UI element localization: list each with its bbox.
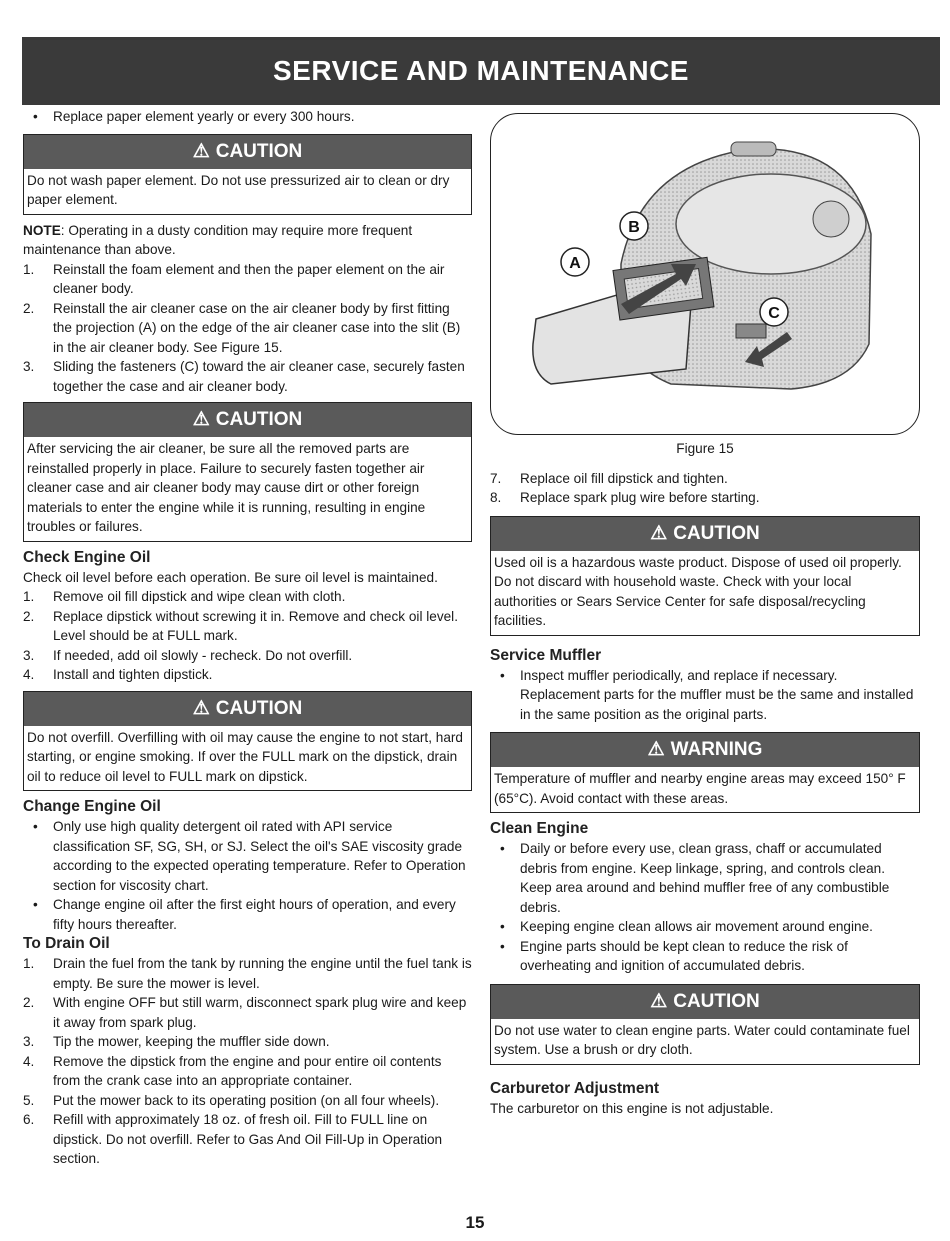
caution-box: ⚠ CAUTION Do not wash paper element. Do not use pressurized air to clean or dry paper element.	[23, 134, 472, 215]
step-list	[23, 587, 472, 685]
bullet-list	[490, 839, 920, 976]
figure-15-illustration	[490, 113, 920, 435]
warning-box: ⚠ WARNING Temperature of muffler and nearby engine areas may exceed 150° F (65°C). Avoid contact with these areas.	[490, 732, 920, 813]
section-heading: Clean Engine	[490, 820, 589, 837]
list-item: 1. Remove oil fill dipstick and wipe clean with cloth.	[23, 589, 346, 604]
section-heading: Check Engine Oil	[23, 548, 151, 566]
warning-triangle-icon: ⚠	[650, 990, 668, 1012]
list-item: • Engine parts should be kept clean to reduce the risk of overheating and ignition of accumulated debris.	[500, 938, 848, 973]
section-heading: Change Engine Oil	[23, 798, 161, 815]
list-item: 3. Tip the mower, keeping the muffler side down.	[23, 1034, 330, 1049]
step-list	[23, 260, 472, 397]
caution-box: ⚠ CAUTION Do not overfill. Overfilling with oil may cause the engine to not start, hard starting, or engine smoking. If over the FULL mark on the dipstick, drain oil to reduce oil level to FULL mark on dipstick.	[23, 691, 472, 792]
page-banner: SERVICE AND MAINTENANCE	[22, 37, 940, 105]
section-heading: To Drain Oil	[23, 935, 110, 952]
callout-b: B	[628, 219, 640, 236]
callout-a: A	[569, 255, 581, 272]
list-item: 5. Put the mower back to its operating position (on all four wheels).	[23, 1092, 440, 1108]
bullet-list	[23, 817, 472, 934]
bullet-list	[490, 666, 920, 725]
step-list	[490, 469, 920, 508]
list-item: 7. Replace oil fill dipstick and tighten.	[490, 470, 728, 486]
list-item: 8. Replace spark plug wire before starting.	[490, 490, 760, 505]
caution-box: ⚠ CAUTION Do not use water to clean engine parts. Water could contaminate fuel system. Use a brush or dry cloth.	[490, 984, 920, 1065]
paragraph: The carburetor on this engine is not adjustable.	[490, 1100, 774, 1116]
section-heading: Service Muffler	[490, 646, 602, 664]
list-item: • Keeping engine clean allows air movement around engine.	[500, 919, 873, 934]
list-item: 2. Reinstall the air cleaner case on the air cleaner body by first fitting the projection (A) on the edge of the air cleaner case into the slit (B) in the air cleaner body. See Figure 15.	[23, 300, 461, 355]
left-column	[23, 107, 472, 1169]
warning-triangle-icon: ⚠	[192, 409, 210, 430]
warning-triangle-icon: ⚠	[192, 140, 210, 162]
step-list	[23, 954, 472, 1169]
list-item: • Only use high quality detergent oil rated with API service classification SF, SG, SH, or SJ. Select the oil's SAE viscosity grade according to the expected operating temperature. Refer to Operation section for viscosity chart.	[33, 819, 466, 893]
caution-box: ⚠ CAUTION After servicing the air cleaner, be sure all the removed parts are reinstalled properly in place. Failure to securely fasten together air cleaner case and air cleaner body may cause dirt or other foreign materials to enter the engine while it is running, resulting in engine troubles or failures.	[23, 402, 472, 542]
list-item: 3. If needed, add oil slowly - recheck. Do not overfill.	[23, 647, 353, 663]
right-column	[490, 107, 920, 1118]
list-item: • Change engine oil after the first eight hours of operation, and every fifty hours thereafter.	[33, 897, 456, 932]
list-item: 2. With engine OFF but still warm, disconnect spark plug wire and keep it away from spark plug.	[23, 995, 467, 1030]
list-item: • Replace paper element yearly or every 300 hours.	[33, 109, 355, 124]
list-item: 6. Refill with approximately 18 oz. of fresh oil. Fill to FULL line on dipstick. Do not overfill. Refer to Gas And Oil Fill-Up in Operation section.	[23, 1112, 443, 1166]
warning-triangle-icon: ⚠	[647, 739, 665, 760]
list-item: • Daily or before every use, clean grass, chaff or accumulated debris from engine. Keep linkage, spring, and controls clean. Keep area around and behind muffler free of any combustible debris.	[500, 841, 890, 915]
warning-triangle-icon: ⚠	[192, 697, 210, 719]
list-item: 1. Reinstall the foam element and then the paper element on the air cleaner body.	[23, 261, 445, 296]
figure-caption: Figure 15	[676, 441, 734, 456]
list-item: 4. Remove the dipstick from the engine and pour entire oil contents from the crank case into an appropriate container.	[23, 1053, 442, 1088]
paragraph: Check oil level before each operation. Be sure oil level is maintained.	[23, 569, 438, 585]
section-heading: Carburetor Adjustment	[490, 1079, 660, 1097]
caution-box: ⚠ CAUTION Used oil is a hazardous waste product. Dispose of used oil properly. Do not discard with household waste. Check with your local authorities or Sears Service Center for safe disposal/recycling facilities.	[490, 516, 920, 636]
list-item: 1. Drain the fuel from the tank by running the engine until the fuel tank is empty. Be sure the mower is level.	[23, 956, 472, 991]
page-number: 15	[465, 1213, 485, 1232]
note: NOTE: Operating in a dusty condition may require more frequent maintenance than above.	[23, 222, 413, 257]
list-item: 3. Sliding the fasteners (C) toward the air cleaner case, securely fasten together the case and air cleaner body.	[23, 359, 465, 394]
list-item: 4. Install and tighten dipstick.	[23, 667, 213, 682]
callout-c: C	[768, 305, 780, 322]
warning-triangle-icon: ⚠	[650, 522, 668, 544]
handle	[731, 142, 776, 156]
list-item: • Inspect muffler periodically, and replace if necessary. Replacement parts for the muffler must be the same and installed in the same position as the original parts.	[500, 667, 914, 722]
list-item: 2. Replace dipstick without screwing it in. Remove and check oil level. Level should be at FULL mark.	[23, 608, 458, 643]
fuel-cap	[813, 201, 849, 237]
